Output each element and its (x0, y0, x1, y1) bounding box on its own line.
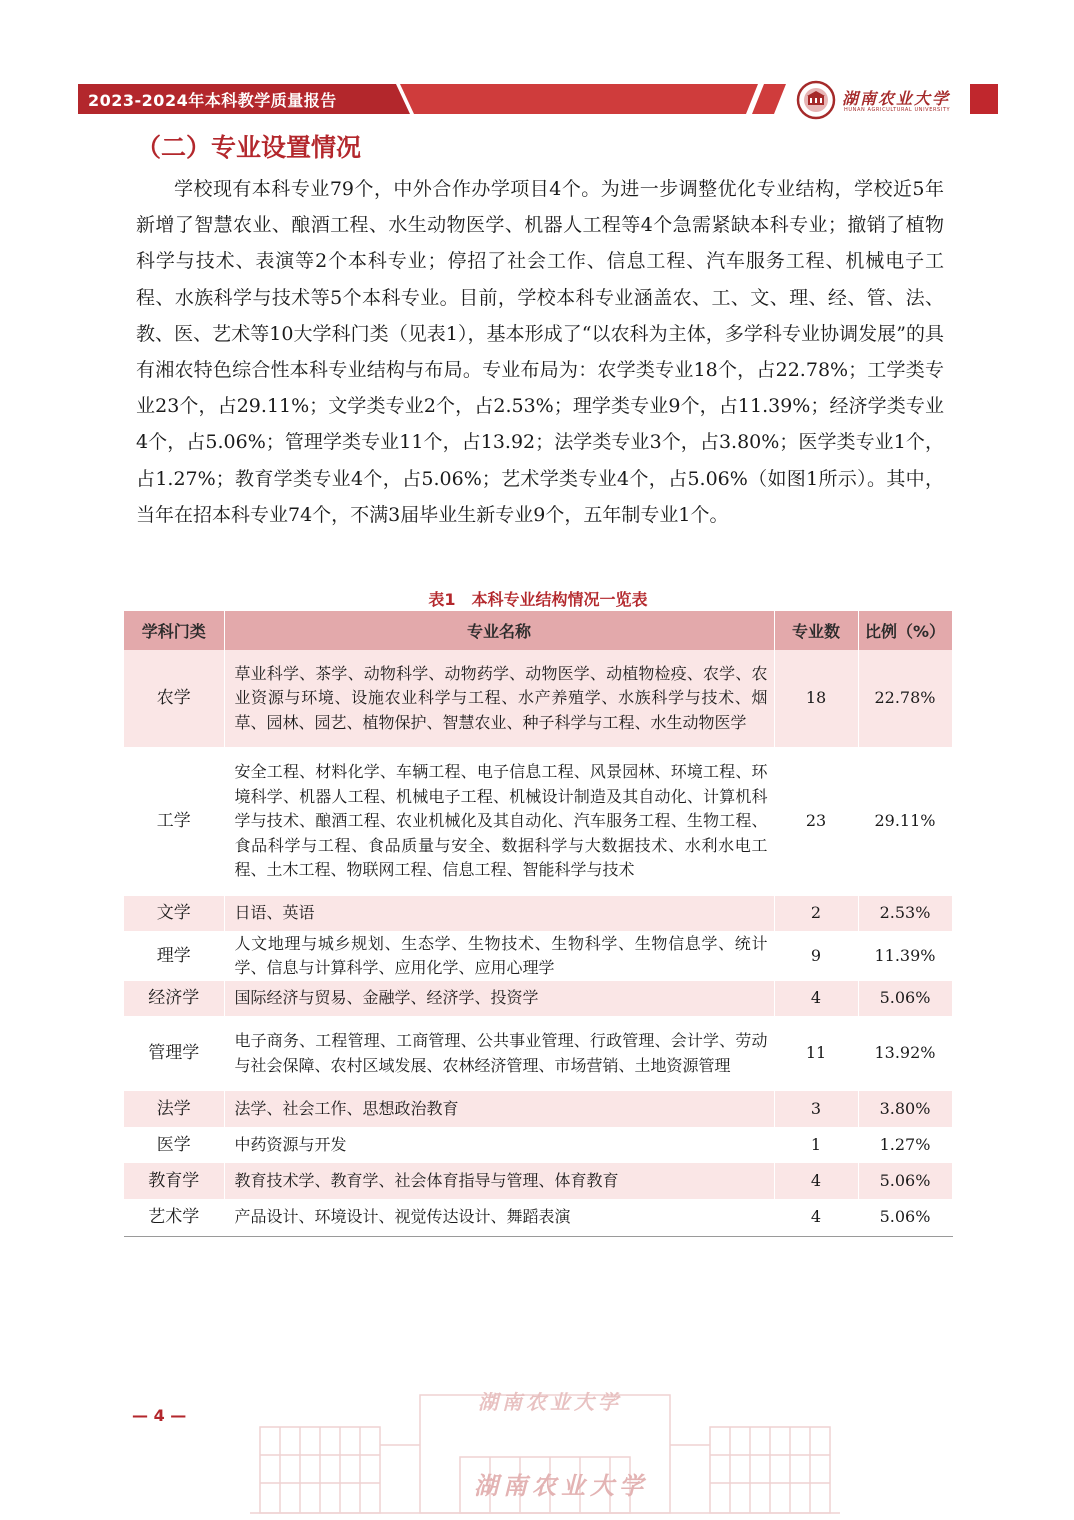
category-cell: 法学 (124, 1091, 224, 1127)
count-cell: 9 (774, 931, 858, 981)
table-row (124, 1199, 952, 1236)
table-row (124, 1091, 952, 1127)
category-cell: 管理学 (124, 1016, 224, 1091)
ratio-cell: 3.80% (858, 1091, 952, 1127)
table-row (124, 1016, 952, 1091)
ratio-cell: 1.27% (858, 1127, 952, 1163)
table-row (124, 931, 952, 981)
university-name-en: HUNAN AGRICULTURAL UNIVERSITY (844, 107, 951, 113)
majors-cell: 中药资源与开发 (224, 1127, 774, 1163)
category-cell: 医学 (124, 1127, 224, 1163)
watermark-text-top: 湖南农业大学 (478, 1390, 622, 1414)
count-cell: 18 (774, 650, 858, 747)
count-cell: 4 (774, 1163, 858, 1199)
majors-table (124, 611, 953, 1237)
majors-cell: 安全工程、材料化学、车辆工程、电子信息工程、风景园林、环境工程、环境科学、机器人工程、机械电子工程、机械设计制造及其自动化、计算机科学与技术、酿酒工程、农业机械化及其自动化、汽车服务工程、生物工程、食品科学与工程、食品质量与安全、数据科学与大数据技术、水利水电工程、土木工程、物联网工程、信息工程、智能科学与技术 (224, 747, 774, 896)
category-cell: 工学 (124, 747, 224, 896)
majors-cell: 法学、社会工作、思想政治教育 (224, 1091, 774, 1127)
table-row (124, 1163, 952, 1199)
majors-cell: 教育技术学、教育学、社会体育指导与管理、体育教育 (224, 1163, 774, 1199)
table-header-row (124, 611, 952, 650)
report-title: 2023-2024年本科教学质量报告 (88, 91, 337, 110)
header-category: 学科门类 (124, 611, 224, 650)
table-row (124, 1127, 952, 1163)
watermark-text-bottom: 湖南农业大学 (474, 1471, 648, 1500)
ratio-cell: 5.06% (858, 981, 952, 1016)
category-cell: 文学 (124, 896, 224, 931)
table-row (124, 650, 952, 747)
majors-cell: 草业科学、茶学、动物科学、动物药学、动物医学、动植物检疫、农学、农业资源与环境、设施农业科学与工程、水产养殖学、水族科学与技术、烟草、园林、园艺、植物保护、智慧农业、种子科学与工程、水生动物医学 (224, 650, 774, 747)
table-caption: 表1 本科专业结构情况一览表 (428, 590, 648, 609)
header-ratio: 比例（%） (858, 611, 952, 650)
university-logo-icon (796, 80, 836, 120)
ratio-cell: 5.06% (858, 1163, 952, 1199)
header-count: 专业数 (774, 611, 858, 650)
category-cell: 农学 (124, 650, 224, 747)
ratio-cell: 11.39% (858, 931, 952, 981)
table-row (124, 747, 952, 896)
category-cell: 经济学 (124, 981, 224, 1016)
section-title: （二）专业设置情况 (136, 133, 362, 162)
majors-cell: 产品设计、环境设计、视觉传达设计、舞蹈表演 (224, 1199, 774, 1236)
count-cell: 1 (774, 1127, 858, 1163)
category-cell: 艺术学 (124, 1199, 224, 1236)
majors-cell: 日语、英语 (224, 896, 774, 931)
ratio-cell: 13.92% (858, 1016, 952, 1091)
ratio-cell: 5.06% (858, 1199, 952, 1236)
ratio-cell: 2.53% (858, 896, 952, 931)
count-cell: 4 (774, 981, 858, 1016)
count-cell: 3 (774, 1091, 858, 1127)
section-paragraph: 学校现有本科专业79个，中外合作办学项目4个。为进一步调整优化专业结构，学校近5年新增了智慧农业、酿酒工程、水生动物医学、机器人工程等4个急需紧缺本科专业；撤销了植物科学与技术、表演等2个本科专业；停招了社会工作、信息工程、汽车服务工程、机械电子工程、水族科学与技术等5个本科专业。目前，学校本科专业涵盖农、工、文、理、经、管、法、教、医、艺术等10大学科门类（见表1），基本形成了“以农科为主体，多学科专业协调发展”的具有湘农特色综合性本科专业结构与布局。专业布局为：农学类专业18个，占22.78%；工学类专业23个，占29.11%；文学类专业2个，占2.53%；理学类专业9个，占11.39%；经济学类专业4个，占5.06%；管理学类专业11个，占13.92；法学类专业3个，占3.80%；医学类专业1个，占1.27%；教育学类专业4个，占5.06%；艺术学类专业4个，占5.06%（如图1所示）。其中，当年在招本科专业74个，不满3届毕业生新专业9个，五年制专业1个。 (136, 178, 944, 526)
majors-cell: 人文地理与城乡规划、生态学、生物技术、生物科学、生物信息学、统计学、信息与计算科学、应用化学、应用心理学 (224, 931, 774, 981)
ratio-cell: 22.78% (858, 650, 952, 747)
count-cell: 11 (774, 1016, 858, 1091)
ratio-cell: 29.11% (858, 747, 952, 896)
table-row (124, 981, 952, 1016)
table-row (124, 896, 952, 931)
count-cell: 23 (774, 747, 858, 896)
header-majors: 专业名称 (224, 611, 774, 650)
university-name: 湖南农业大学 (842, 89, 951, 108)
majors-cell: 国际经济与贸易、金融学、经济学、投资学 (224, 981, 774, 1016)
count-cell: 4 (774, 1199, 858, 1236)
count-cell: 2 (774, 896, 858, 931)
majors-cell: 电子商务、工程管理、工商管理、公共事业管理、行政管理、会计学、劳动与社会保障、农村区域发展、农林经济管理、市场营销、土地资源管理 (224, 1016, 774, 1091)
category-cell: 教育学 (124, 1163, 224, 1199)
category-cell: 理学 (124, 931, 224, 981)
page-number: — 4 — (132, 1406, 187, 1425)
